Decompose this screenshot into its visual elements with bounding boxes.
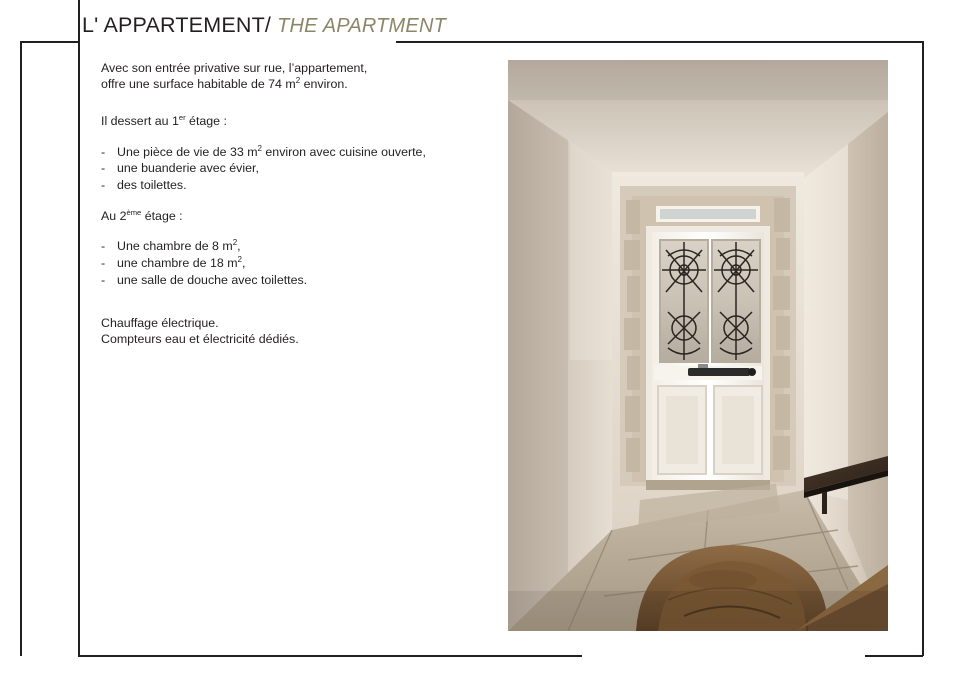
- list-item-text: [117, 177, 187, 194]
- apartment-entrance-photo: [508, 60, 888, 631]
- list-item-text-a: Une pièce de vie de 33 m: [117, 144, 258, 159]
- floor2-heading-b: étage :: [141, 209, 183, 223]
- page-title-french: L' APPARTEMENT/: [82, 13, 272, 37]
- list-item-text-b: environ avec cuisine ouverte,: [261, 144, 426, 159]
- floor1-heading-a: Il dessert au 1: [101, 114, 179, 129]
- list-dash: -: [101, 178, 106, 193]
- list-item: [101, 144, 431, 161]
- utilities-line-2: Compteurs eau et électricité dédiés.: [101, 331, 299, 346]
- list-item-text: [117, 160, 259, 177]
- frame-line-top-left: [20, 41, 78, 43]
- list-item-text-a: une salle de douche avec toilettes.: [117, 272, 308, 287]
- page-title-english: THE APARTMENT: [277, 15, 447, 37]
- list-item-text-a: des toilettes.: [117, 178, 187, 193]
- list-item: [101, 177, 431, 194]
- floor1-list: [101, 144, 431, 194]
- floor2-heading: [101, 208, 431, 224]
- description-block: [101, 60, 431, 347]
- list-item: [101, 272, 431, 289]
- square-meter-exponent: 2: [257, 143, 262, 153]
- list-dash: -: [101, 161, 106, 176]
- list-item-text-a: une buanderie avec évier,: [117, 161, 259, 176]
- list-item-text-a: une chambre de 18 m: [117, 256, 238, 270]
- floor1-ordinal-exponent: er: [178, 113, 186, 123]
- floor1-heading-b: étage :: [185, 114, 227, 129]
- frame-line-left: [20, 41, 22, 656]
- list-item-text: [117, 272, 307, 289]
- list-item: [101, 160, 431, 177]
- list-item: [101, 238, 431, 255]
- list-item-text-b: ,: [242, 256, 246, 270]
- spacer: [101, 194, 431, 208]
- frame-line-right: [922, 41, 924, 656]
- list-item: [101, 255, 431, 272]
- list-item-text-b: ,: [237, 239, 241, 254]
- list-dash: -: [101, 256, 106, 270]
- square-meter-exponent: 2: [295, 76, 301, 86]
- intro-line-2-b: environ.: [300, 77, 348, 92]
- frame-line-top-right: [396, 41, 923, 43]
- list-dash: -: [101, 239, 106, 254]
- list-item-text: [117, 144, 426, 161]
- floor2-heading-a: Au 2: [101, 209, 127, 223]
- frame-line-inner-vertical: [78, 0, 80, 656]
- floor2-ordinal-exponent: ème: [126, 207, 142, 217]
- floor1-heading: [101, 113, 431, 129]
- frame-line-bottom-right: [865, 655, 923, 657]
- photo-illustration: [508, 60, 888, 631]
- list-item-text-a: Une chambre de 8 m: [117, 239, 233, 254]
- square-meter-exponent: 2: [232, 238, 238, 248]
- utilities-block: [101, 315, 431, 347]
- floor2-list: [101, 238, 431, 288]
- utilities-line-1: Chauffage électrique.: [101, 315, 219, 330]
- intro-line-2-a: offre une surface habitable de 74 m: [101, 77, 296, 92]
- intro-line-1: Avec son entrée privative sur rue, l’appartement,: [101, 61, 368, 75]
- list-dash: -: [101, 272, 106, 287]
- square-meter-exponent: 2: [237, 254, 242, 264]
- spacer: [101, 289, 431, 315]
- list-dash: -: [101, 144, 106, 159]
- list-item-text: [117, 255, 245, 272]
- list-item-text: [117, 238, 241, 255]
- frame-line-bottom-left: [78, 655, 582, 657]
- page-title: [82, 13, 446, 38]
- intro-paragraph: [101, 60, 431, 92]
- spacer: [101, 106, 431, 113]
